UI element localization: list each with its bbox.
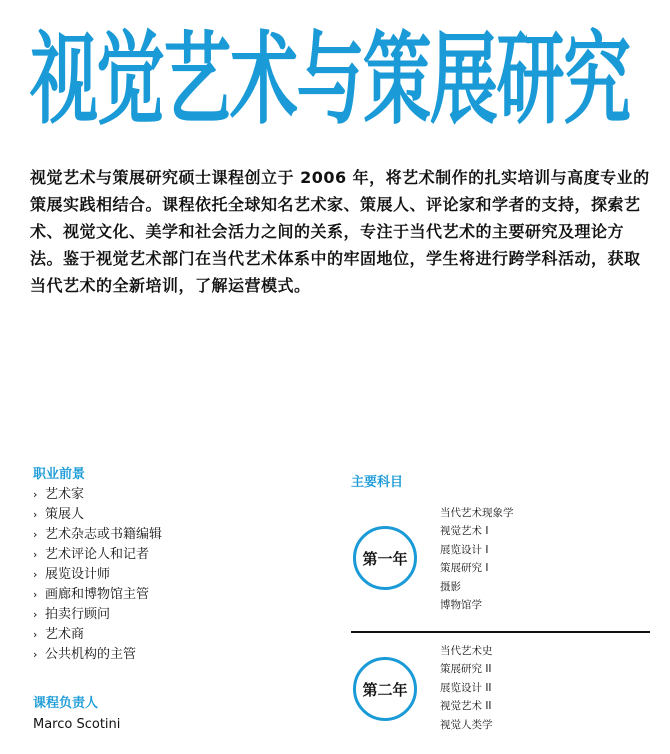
subject-item: 策展研究 I — [440, 562, 489, 575]
career-item-label: 策展人 — [45, 507, 85, 522]
career-item — [33, 525, 162, 545]
career-item — [33, 565, 162, 585]
career-list — [33, 485, 162, 665]
lead-heading: 课程负责人 — [33, 696, 99, 711]
career-item — [33, 545, 162, 565]
subject-item: 展览设计 I — [440, 543, 489, 556]
career-item-label: 画廊和博物馆主管 — [45, 587, 150, 602]
chevron-right-icon: › — [33, 588, 38, 601]
intro-paragraph: 视觉艺术与策展研究硕士课程创立于 2006 年，将艺术制作的扎实培训与高度专业的策展实践相结合。课程依托全球知名艺术家、策展人、评论家和学者的支持，探索艺术、视觉文化、美学和社会活力之间的关系，专注于当代艺术的主要研究及理论方法。鉴于视觉艺术部门在当代艺术体系中的牢固地位，学生将进行跨学科活动，获取当代艺术的全新培训，了解运营模式。 — [30, 168, 650, 295]
career-item-label: 展览设计师 — [45, 567, 111, 582]
chevron-right-icon: › — [33, 508, 38, 521]
career-heading: 职业前景 — [33, 467, 86, 482]
year-1-subjects — [440, 504, 514, 614]
chevron-right-icon: › — [33, 568, 38, 581]
chevron-right-icon: › — [33, 648, 38, 661]
subject-item: 摄影 — [440, 580, 461, 593]
subjects-heading: 主要科目 — [351, 475, 404, 490]
page-title: 视觉艺术与策展研究 — [30, 21, 630, 138]
subject-item: 视觉艺术 I — [440, 525, 489, 538]
lead-section — [33, 692, 120, 732]
career-item — [33, 645, 162, 665]
career-item — [33, 625, 162, 645]
chevron-right-icon: › — [33, 628, 38, 641]
chevron-right-icon: › — [33, 548, 38, 561]
year-badge: 第一年 — [353, 526, 417, 590]
subject-item: 当代艺术史 — [440, 645, 493, 657]
subject-item: 策展研究 II — [440, 663, 492, 676]
year-badge: 第二年 — [353, 657, 417, 721]
career-item — [33, 485, 162, 505]
career-section — [33, 463, 162, 665]
divider — [351, 631, 650, 633]
subject-item: 博物馆学 — [440, 599, 482, 612]
subject-item: 展览设计 II — [440, 681, 492, 694]
career-item-label: 艺术商 — [45, 627, 85, 642]
chevron-right-icon: › — [33, 488, 38, 501]
year-2-subjects — [440, 642, 493, 734]
subject-item: 视觉艺术 II — [440, 700, 492, 713]
career-item-label: 艺术评论人和记者 — [45, 547, 150, 562]
career-item-label: 公共机构的主管 — [45, 647, 137, 662]
career-item — [33, 585, 162, 605]
career-item — [33, 505, 162, 525]
subject-item: 视觉人类学 — [440, 718, 493, 731]
chevron-right-icon: › — [33, 608, 38, 621]
career-item-label: 拍卖行顾问 — [45, 607, 111, 622]
lead-name: Marco Scotini — [33, 717, 121, 732]
career-item-label: 艺术家 — [45, 487, 85, 502]
chevron-right-icon: › — [33, 528, 38, 541]
subject-item: 当代艺术现象学 — [440, 507, 514, 519]
career-item — [33, 605, 162, 625]
career-item-label: 艺术杂志或书籍编辑 — [45, 527, 163, 542]
